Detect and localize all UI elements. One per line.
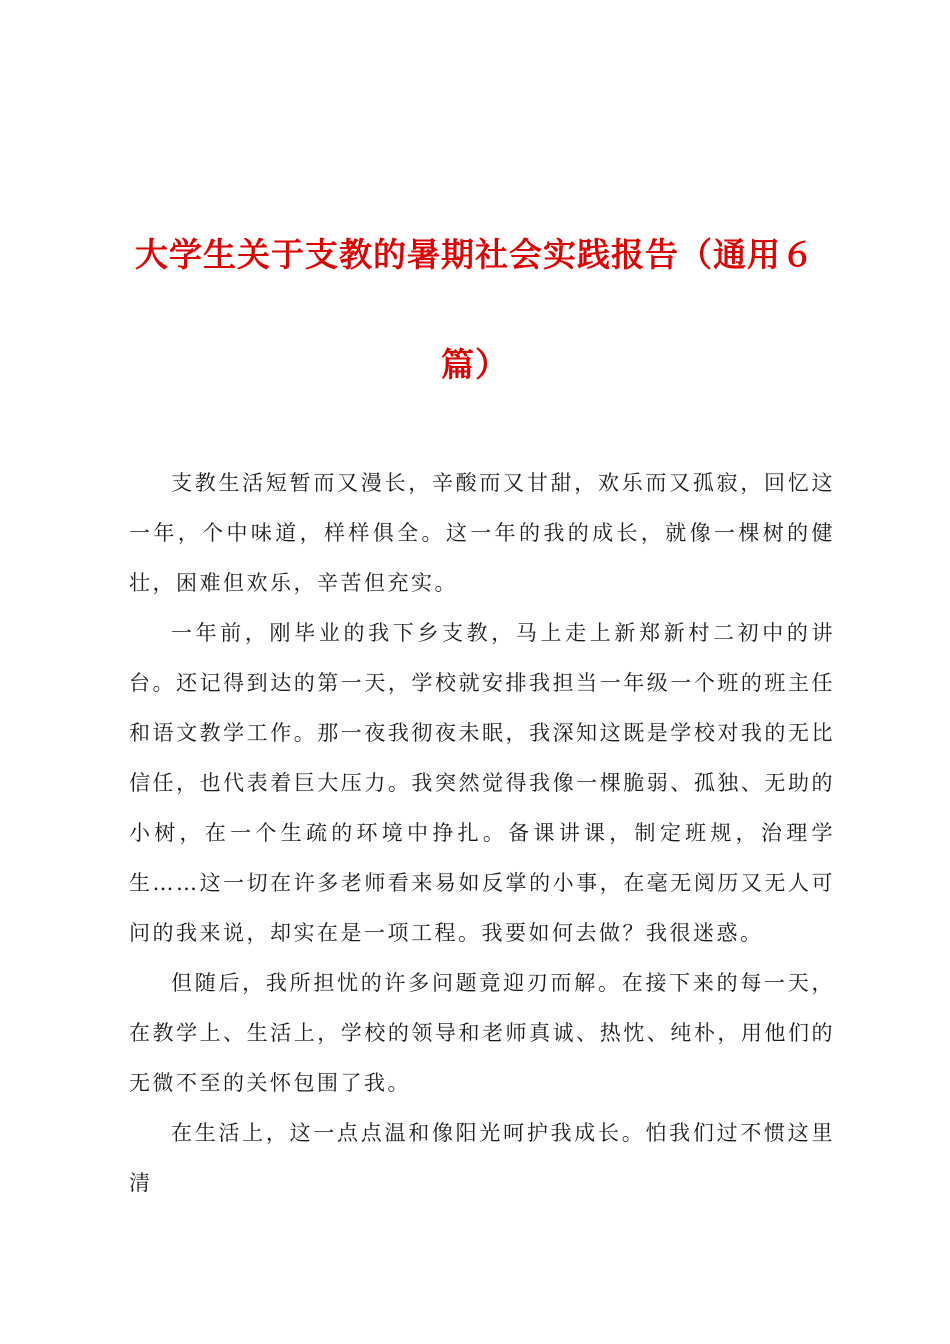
paragraph: 在生活上，这一点点温和像阳光呵护我成长。怕我们过不惯这里清 [129, 1121, 835, 1195]
paragraph: 但随后，我所担忧的许多问题竟迎刃而解。在接下来的每一天，在教学上、生活上，学校的领导和老师真诚、热忱、纯朴，用他们的无微不至的关怀包围了我。 [129, 971, 835, 1095]
document-body [129, 458, 835, 1208]
paragraph: 一年前，刚毕业的我下乡支教，马上走上新郑新村二初中的讲台。还记得到达的第一天，学校就安排我担当一年级一个班的班主任和语文教学工作。那一夜我彻夜未眠，我深知这既是学校对我的无比信任，也代表着巨大压力。我突然觉得我像一棵脆弱、孤独、无助的小树，在一个生疏的环境中挣扎。备课讲课，制定班规，治理学生……这一切在许多老师看来易如反掌的小事，在毫无阅历又无人可问的我来说，却实在是一项工程。我要如何去做？我很迷惑。 [129, 621, 835, 945]
document-title: 大学生关于支教的暑期社会实践报告（通用６篇） [135, 235, 815, 384]
paragraph: 支教生活短暂而又漫长，辛酸而又甘甜，欢乐而又孤寂，回忆这一年，个中味道，样样俱全。这一年的我的成长，就像一棵树的健壮，困难但欢乐，辛苦但充实。 [129, 471, 835, 595]
